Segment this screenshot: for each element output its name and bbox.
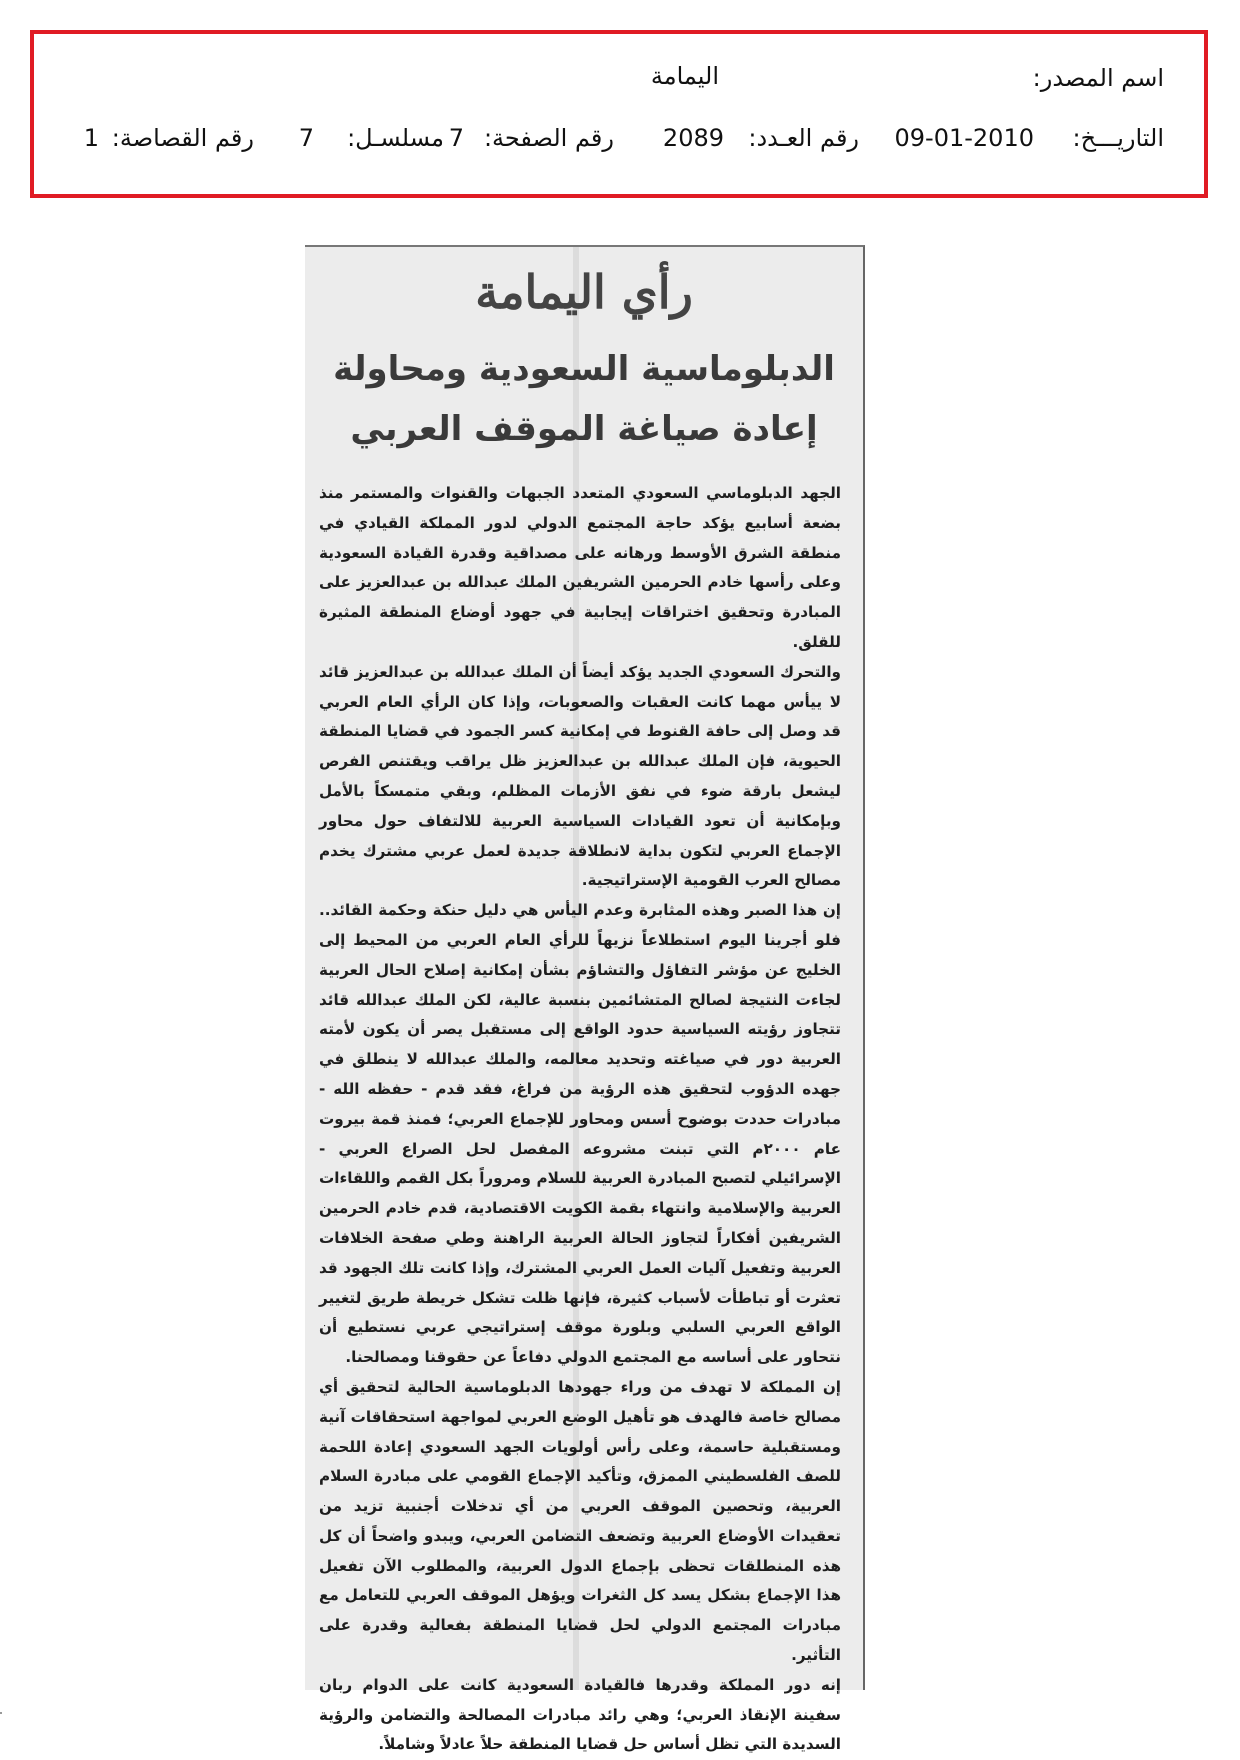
issue-number-label: رقم العـدد: — [748, 124, 859, 152]
clipping-number-label: رقم القصاصة: — [111, 124, 254, 152]
page-number-label: رقم الصفحة: — [483, 124, 614, 152]
headline-line-1: الدبلوماسية السعودية ومحاولة — [333, 349, 835, 389]
serial-value: 7 — [298, 124, 314, 152]
article-body — [319, 479, 841, 1760]
date-value: 09-01-2010 — [894, 124, 1034, 152]
date-label: التاريـــخ: — [1072, 124, 1164, 152]
serial-label: مسلسـل: — [347, 124, 444, 152]
page-number-value: 7 — [448, 124, 464, 152]
article-paragraph: والتحرك السعودي الجديد يؤكد أيضاً أن الملك عبدالله بن عبدالعزيز قائد لا ييأس مهما كانت العقبات والصعوبات، وإذا كان الرأي العام العربي قد وصل إلى حافة القنوط في إمكانية كسر الجمود في قضايا المنطقة الحيوية، فإن الملك عبدالله بن عبدالعزيز ظل يراقب ويقتنص الفرص ليشعل بارقة ضوء في نفق الأزمات المظلم، وبقي متمسكاً بالأمل وبإمكانية أن تعود القيادات السياسية العربية للالتفاف حول محاور الإجماع العربي لتكون بداية لانطلاقة جديدة لعمل عربي مشترك يخدم مصالح العرب القومية الإستراتيجية. — [319, 662, 841, 890]
article-paragraph: الجهد الدبلوماسي السعودي المتعدد الجبهات والقنوات والمستمر منذ بضعة أسابيع يؤكد حاجة المجتمع الدولي لدور المملكة القيادي في منطقة الشرق الأوسط ورهانه على مصداقية وقدرة القيادة السعودية وعلى رأسها خادم الحرمين الشريفين الملك عبدالله بن عبدالعزيز على المبادرة وتحقيق اختراقات إيجابية في جهود أوضاع المنطقة المثيرة للقلق. — [319, 484, 841, 651]
headline-line-2: إعادة صياغة الموقف العربي — [350, 409, 818, 449]
clipping-number-value: 1 — [83, 124, 99, 152]
newspaper-clipping — [305, 245, 865, 1754]
column-masthead: رأي اليمامة — [475, 265, 693, 319]
scan-speck — [0, 1712, 2, 1714]
article-paragraph: إنه دور المملكة وقدرها فالقيادة السعودية كانت على الدوام ربان سفينة الإنقاذ العربي؛ وهي رائد مبادرات المصالحة والتضامن والرؤية السديدة التي تظل أساس حل قضايا المنطقة حلاً عادلاً وشاملاً. — [319, 1675, 841, 1754]
source-metadata-box — [30, 30, 1208, 198]
issue-number-value: 2089 — [662, 124, 724, 152]
article-paragraph: إن المملكة لا تهدف من وراء جهودها الدبلوماسية الحالية لتحقيق أي مصالح خاصة فالهدف هو تأهيل الوضع العربي لمواجهة استحقاقات آنية ومستقبلية حاسمة، وعلى رأس أولويات الجهد السعودي إعادة اللحمة للصف الفلسطيني الممزق، وتأكيد الإجماع القومي على مبادرة السلام العربية، وتحصين الموقف العربي من أي تدخلات أجنبية تزيد من تعقيدات الأوضاع العربية وتضعف التضامن العربي، ويبدو واضحاً أن كل هذه المنطلقات تحظى بإجماع الدول العربية، والمطلوب الآن تفعيل هذا الإجماع بشكل يسد كل الثغرات ويؤهل الموقف العربي للتعامل مع مبادرات المجتمع الدولي لحل قضايا المنطقة بفعالية وقدرة على التأثير. — [319, 1377, 841, 1665]
article-paragraph: إن هذا الصبر وهذه المثابرة وعدم اليأس هي دليل حنكة وحكمة القائد.. فلو أجرينا اليوم استطلاعاً نزيهاً للرأي العام العربي من المحيط إلى الخليج عن مؤشر التفاؤل والتشاؤم بشأن إمكانية إصلاح الحال العربية لجاءت النتيجة لصالح المتشائمين بنسبة عالية، لكن الملك عبدالله قائد تتجاوز رؤيته السياسية حدود الواقع إلى مستقبل يصر أن يكون لأمته العربية دور في صياغته وتحديد معالمه، والملك عبدالله لا ينطلق في جهده الدؤوب لتحقيق هذه الرؤية من فراغ، فقد قدم - حفظه الله - مبادرات حددت بوضوح أسس ومحاور للإجماع العربي؛ فمنذ قمة بيروت عام ٢٠٠٠م التي تبنت مشروعه المفصل لحل الصراع العربي - الإسرائيلي لتصبح المبادرة العربية للسلام ومروراً بكل القمم واللقاءات العربية والإسلامية وانتهاء بقمة الكويت الاقتصادية، قدم خادم الحرمين الشريفين أفكاراً لتجاوز الحالة العربية الراهنة وطي صفحة الخلافات العربية وتفعيل آليات العمل العربي المشترك، وإذا كانت تلك الجهود قد تعثرت أو تباطأت لأسباب كثيرة، فإنها ظلت تشكل خريطة طريق لتغيير الواقع العربي السلبي وبلورة موقف إستراتيجي عربي نستطيع أن نتحاور على أساسه مع المجتمع الدولي دفاعاً عن حقوقنا ومصالحنا. — [319, 901, 841, 1367]
source-value: اليمامة — [650, 62, 719, 90]
source-label: اسم المصدر: — [1032, 64, 1164, 92]
